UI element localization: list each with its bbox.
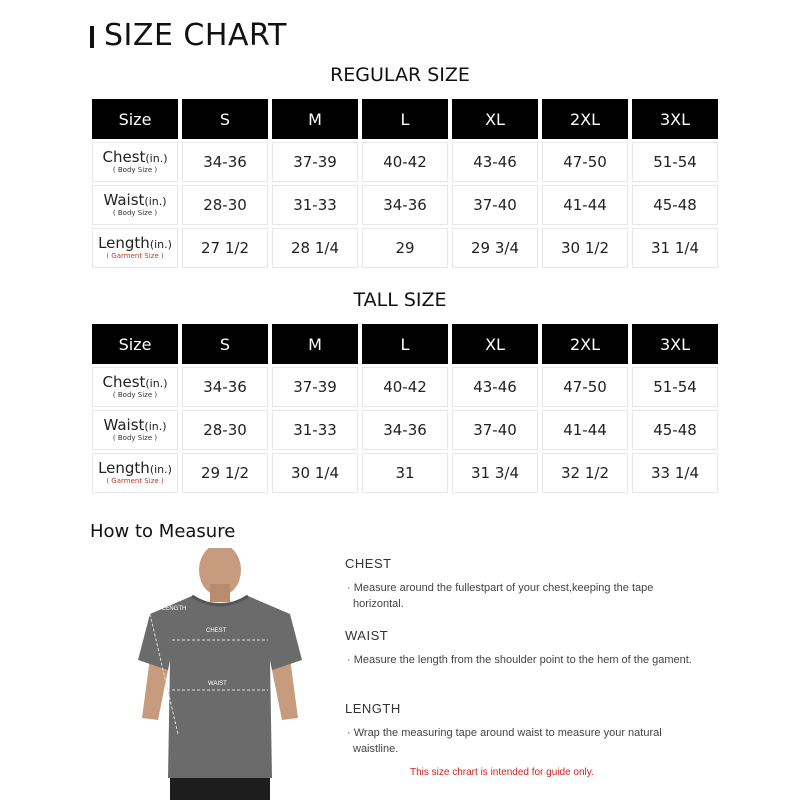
table-row: [92, 453, 718, 493]
waist-instruction: [345, 628, 705, 668]
row-sublabel: ( Garment Size ): [106, 252, 164, 260]
value-cell: 40-42: [362, 142, 448, 182]
value-cell: 29 1/2: [182, 453, 268, 493]
header-cell: Size: [92, 324, 178, 364]
value-cell: 28 1/4: [272, 228, 358, 268]
value-cell: 37-39: [272, 142, 358, 182]
tall-size-table: [88, 321, 722, 496]
table-row: [92, 228, 718, 268]
value-cell: 37-40: [452, 410, 538, 450]
value-cell: 41-44: [542, 410, 628, 450]
value-cell: 34-36: [182, 142, 268, 182]
row-label: Chest: [102, 148, 146, 166]
value-cell: 47-50: [542, 367, 628, 407]
header-cell: XL: [452, 324, 538, 364]
table-row: [92, 410, 718, 450]
length-text: · Wrap the measuring tape around waist to measure your natural waistline.: [347, 727, 662, 755]
how-to-measure-title: How to Measure: [90, 521, 236, 542]
value-cell: 34-36: [362, 410, 448, 450]
value-cell: 51-54: [632, 142, 718, 182]
row-unit: (in.): [144, 195, 167, 208]
value-cell: 34-36: [362, 185, 448, 225]
value-cell: 27 1/2: [182, 228, 268, 268]
value-cell: 37-40: [452, 185, 538, 225]
waist-text: · Measure the length from the shoulder point to the hem of the gament.: [347, 654, 692, 666]
row-sublabel: ( Body Size ): [112, 434, 158, 442]
value-cell: 28-30: [182, 185, 268, 225]
row-label-cell: [92, 367, 178, 407]
header-cell: 3XL: [632, 99, 718, 139]
value-cell: 28-30: [182, 410, 268, 450]
value-cell: 32 1/2: [542, 453, 628, 493]
row-unit: (in.): [145, 377, 168, 390]
header-cell: M: [272, 99, 358, 139]
header-cell: S: [182, 99, 268, 139]
regular-size-table: [88, 96, 722, 271]
chest-heading: CHEST: [345, 556, 392, 571]
value-cell: 30 1/4: [272, 453, 358, 493]
value-cell: 40-42: [362, 367, 448, 407]
value-cell: 29 3/4: [452, 228, 538, 268]
row-sublabel: ( Garment Size ): [106, 477, 164, 485]
header-cell: S: [182, 324, 268, 364]
row-sublabel: ( Body Size ): [112, 391, 158, 399]
chest-instruction: [345, 556, 705, 612]
row-label-cell: [92, 410, 178, 450]
value-cell: 43-46: [452, 367, 538, 407]
length-instruction: [345, 701, 705, 757]
header-cell: M: [272, 324, 358, 364]
waist-heading: WAIST: [345, 628, 389, 643]
row-label: Length: [98, 234, 150, 252]
header-cell: XL: [452, 99, 538, 139]
header-row: [92, 99, 718, 139]
figure-label-chest: CHEST: [206, 628, 227, 634]
value-cell: 41-44: [542, 185, 628, 225]
header-cell: 3XL: [632, 324, 718, 364]
header-row: [92, 324, 718, 364]
value-cell: 31 3/4: [452, 453, 538, 493]
row-label: Length: [98, 459, 150, 477]
chest-text: · Measure around the fullestpart of your chest,keeping the tape horizontal.: [347, 582, 654, 610]
table-row: [92, 185, 718, 225]
value-cell: 51-54: [632, 367, 718, 407]
value-cell: 34-36: [182, 367, 268, 407]
value-cell: 43-46: [452, 142, 538, 182]
row-label-cell: [92, 142, 178, 182]
value-cell: 31: [362, 453, 448, 493]
value-cell: 45-48: [632, 185, 718, 225]
header-cell: L: [362, 324, 448, 364]
value-cell: 30 1/2: [542, 228, 628, 268]
row-label: Waist: [103, 416, 145, 434]
row-label: Chest: [102, 373, 146, 391]
figure-label-waist: WAIST: [208, 681, 227, 687]
value-cell: 31-33: [272, 410, 358, 450]
row-sublabel: ( Body Size ): [112, 166, 158, 174]
row-unit: (in.): [149, 463, 172, 476]
length-heading: LENGTH: [345, 701, 401, 716]
value-cell: 45-48: [632, 410, 718, 450]
value-cell: 29: [362, 228, 448, 268]
row-label: Waist: [103, 191, 145, 209]
header-cell: L: [362, 99, 448, 139]
row-unit: (in.): [145, 152, 168, 165]
header-cell: Size: [92, 99, 178, 139]
value-cell: 47-50: [542, 142, 628, 182]
tall-size-title: TALL SIZE: [353, 289, 447, 311]
model-shorts: [170, 778, 270, 800]
page-title: SIZE CHART: [104, 18, 287, 53]
value-cell: 33 1/4: [632, 453, 718, 493]
tshirt-figure: [130, 548, 310, 800]
row-label-cell: [92, 453, 178, 493]
row-sublabel: ( Body Size ): [112, 209, 158, 217]
row-label-cell: [92, 185, 178, 225]
value-cell: 31-33: [272, 185, 358, 225]
guide-note: This size chrart is intended for guide only.: [410, 767, 594, 778]
row-unit: (in.): [149, 238, 172, 251]
table-row: [92, 142, 718, 182]
header-cell: 2XL: [542, 99, 628, 139]
row-unit: (in.): [144, 420, 167, 433]
value-cell: 37-39: [272, 367, 358, 407]
value-cell: 31 1/4: [632, 228, 718, 268]
table-row: [92, 367, 718, 407]
title-accent-bar: [90, 26, 94, 48]
regular-size-title: REGULAR SIZE: [330, 64, 470, 86]
row-label-cell: [92, 228, 178, 268]
header-cell: 2XL: [542, 324, 628, 364]
model-neck: [210, 584, 230, 602]
figure-label-length: LENGTH: [162, 606, 187, 612]
